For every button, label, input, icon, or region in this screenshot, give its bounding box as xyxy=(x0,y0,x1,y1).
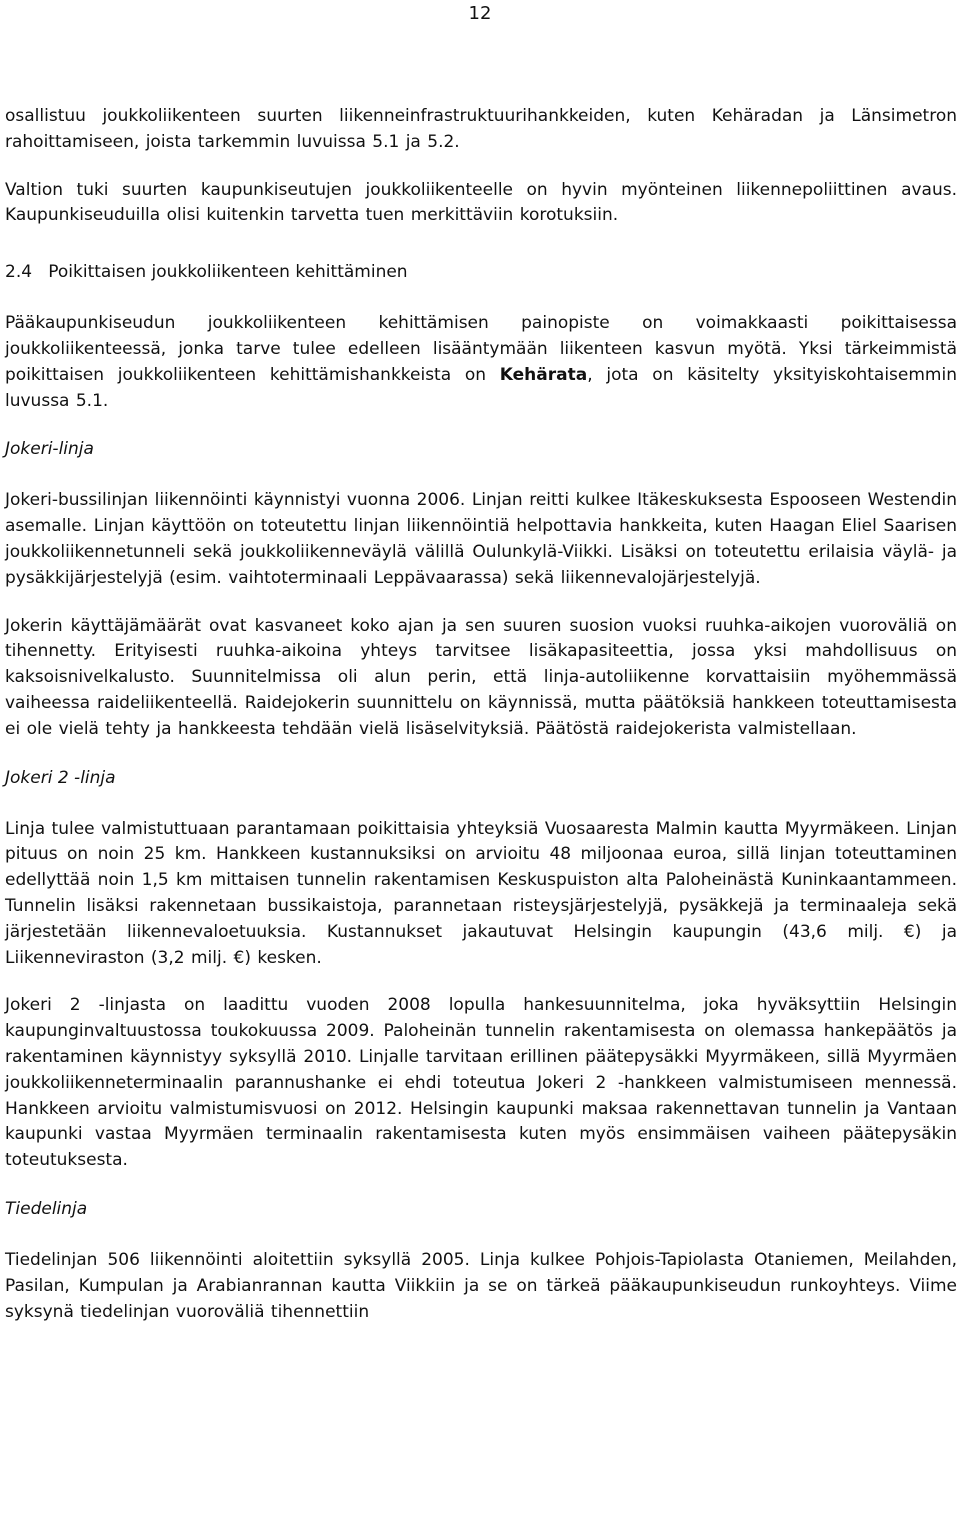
paragraph-funding: osallistuu joukkoliikenteen suurten liikenneinfrastruktuurihankkeiden, kuten Kehäradan ja Länsimetron rahoittamiseen, joista tarkemmin luvuissa 5.1 ja 5.2. xyxy=(5,106,957,152)
paragraph-cross-transit-text: Pääkaupunkiseudun joukkoliikenteen kehittämisen painopiste on voimakkaasti poikittaisessa joukkoliikenteessä, jonka tarve tulee edelleen lisääntymään liikenteen kasvun myötä. Yksi tärkeimmistä poikittaisen joukkoliikenteen kehittämishankkeista on xyxy=(5,313,957,385)
subheading-jokeri: Jokeri-linja xyxy=(5,439,94,460)
section-heading: 2.4 Poikittaisen joukkoliikenteen kehittäminen xyxy=(5,262,408,283)
paragraph-tiedelinja: Tiedelinjan 506 liikennöinti aloitettiin syksyllä 2005. Linja kulkee Pohjois-Tapiolasta Otaniemen, Meilahden, Pasilan, Kumpulan ja Arabianrannan kautta Viikkiin ja se on tärkeä pääkaupunkiseudun runkoyhteys. Viime syksynä tiedelinjan vuoroväliä tihennettiin xyxy=(5,1249,957,1322)
paragraph-state-support: Valtion tuki suurten kaupunkiseutujen joukkoliikenteelle on hyvin myönteinen liikennepoliittinen avaus. Kaupunkiseuduilla olisi kuitenkin tarvetta tuen merkittäviin korotuksiin. xyxy=(5,179,957,226)
paragraph-jokeri-bus: Jokeri-bussilinjan liikennöinti käynnistyi vuonna 2006. Linjan reitti kulkee Itäkeskuksesta Espooseen Westendin asemalle. Linjan käyttöön on toteutettu linjan liikennöintiä helpottavia hankkeita, kuten Haagan Eliel Saarisen joukkoliikennetunneli sekä joukkoliikenneväylä välillä Oulunkylä-Viikki. Lisäksi on toteutettu erilaisia väylä- ja pysäkkijärjestelyjä (esim. vaihtoterminaali Leppävaarassa) sekä liikennevalojärjestelyjä. xyxy=(5,490,957,588)
paragraph-cross-transit-end: , jota on käsitelty yksityiskohtaisemmin luvussa 5.1. xyxy=(5,364,957,411)
paragraph-jokeri2-line: Linja tulee valmistuttuaan parantamaan poikittaisia yhteyksiä Vuosaaresta Malmin kautta Myyrmäkeen. Linjan pituus on noin 25 km. Hankkeen kustannuksiksi on arvioitu 48 miljoonaa euroa, sillä linjan toteuttaminen edellyttää noin 1,5 km mittaisen tunnelin rakentamisen Keskuspuiston alta Paloheinästä Kuninkaantammeen. Tunnelin lisäksi rakennetaan bussikaistoja, parannetaan risteysjärjestelyjä, pysäkkejä ja terminaaleja sekä järjestetään liikennevaloetuuksia. Kustannukset jakautuvat Helsingin kaupungin (43,6 milj. €) ja Liikenneviraston (3,2 milj. €) kesken. xyxy=(5,818,957,968)
paragraph-jokeri2-plan: Jokeri 2 -linjasta on laadittu vuoden 2008 lopulla hankesuunnitelma, joka hyväksyttiin Helsingin kaupunginvaltuustossa toukokuussa 2009. Paloheinän tunnelin rakentamisesta on olemassa hankepäätös ja rakentaminen käynnistyy syksyllä 2010. Linjalle tarvitaan erillinen päätepysäkki Myyrmäkeen, sillä Myyrmäen joukkoliikenneterminaalin parannushanke ei ehdi toteutua Jokeri 2 -hankkeen valmistumiseen mennessä. Hankkeen arvioitu valmistumisvuosi on 2012. Helsingin kaupunki maksaa rakennettavan tunnelin ja Vantaan kaupunki vastaa Myyrmäen terminaalin rakentamisesta kuten myös ensimmäisen vaiheen päätepysäkin toteutuksesta. xyxy=(5,995,957,1171)
paragraph-cross-transit xyxy=(5,311,957,414)
document-body xyxy=(5,104,957,1325)
subheading-tiedelinja: Tiedelinja xyxy=(5,1198,88,1219)
subheading-jokeri-2: Jokeri 2 -linja xyxy=(5,767,116,788)
page-number: 12 xyxy=(468,3,492,24)
keharata-bold: Kehärata xyxy=(499,364,588,385)
paragraph-jokeri-users: Jokerin käyttäjämäärät ovat kasvaneet koko ajan ja sen suuren suosion vuoksi ruuhka-aikojen vuoroväliä on tihennetty. Erityisesti ruuhka-aikoina yhteys tarvitsee lisäkapasiteettia, jossa yksi mahdollisuus on kaksoisnivelkalusto. Suunnitelmissa oli alun perin, että linja-autoliikenne korvattaisiin myöhemmässä vaiheessa raideliikenteellä. Raidejokerin suunnittelu on käynnissä, mutta päätöksiä hankkeen toteuttamisesta ei ole vielä tehty ja hankkeesta tehdään vielä lisäselvityksiä. Päätöstä raidejokerista valmistellaan. xyxy=(5,615,957,739)
